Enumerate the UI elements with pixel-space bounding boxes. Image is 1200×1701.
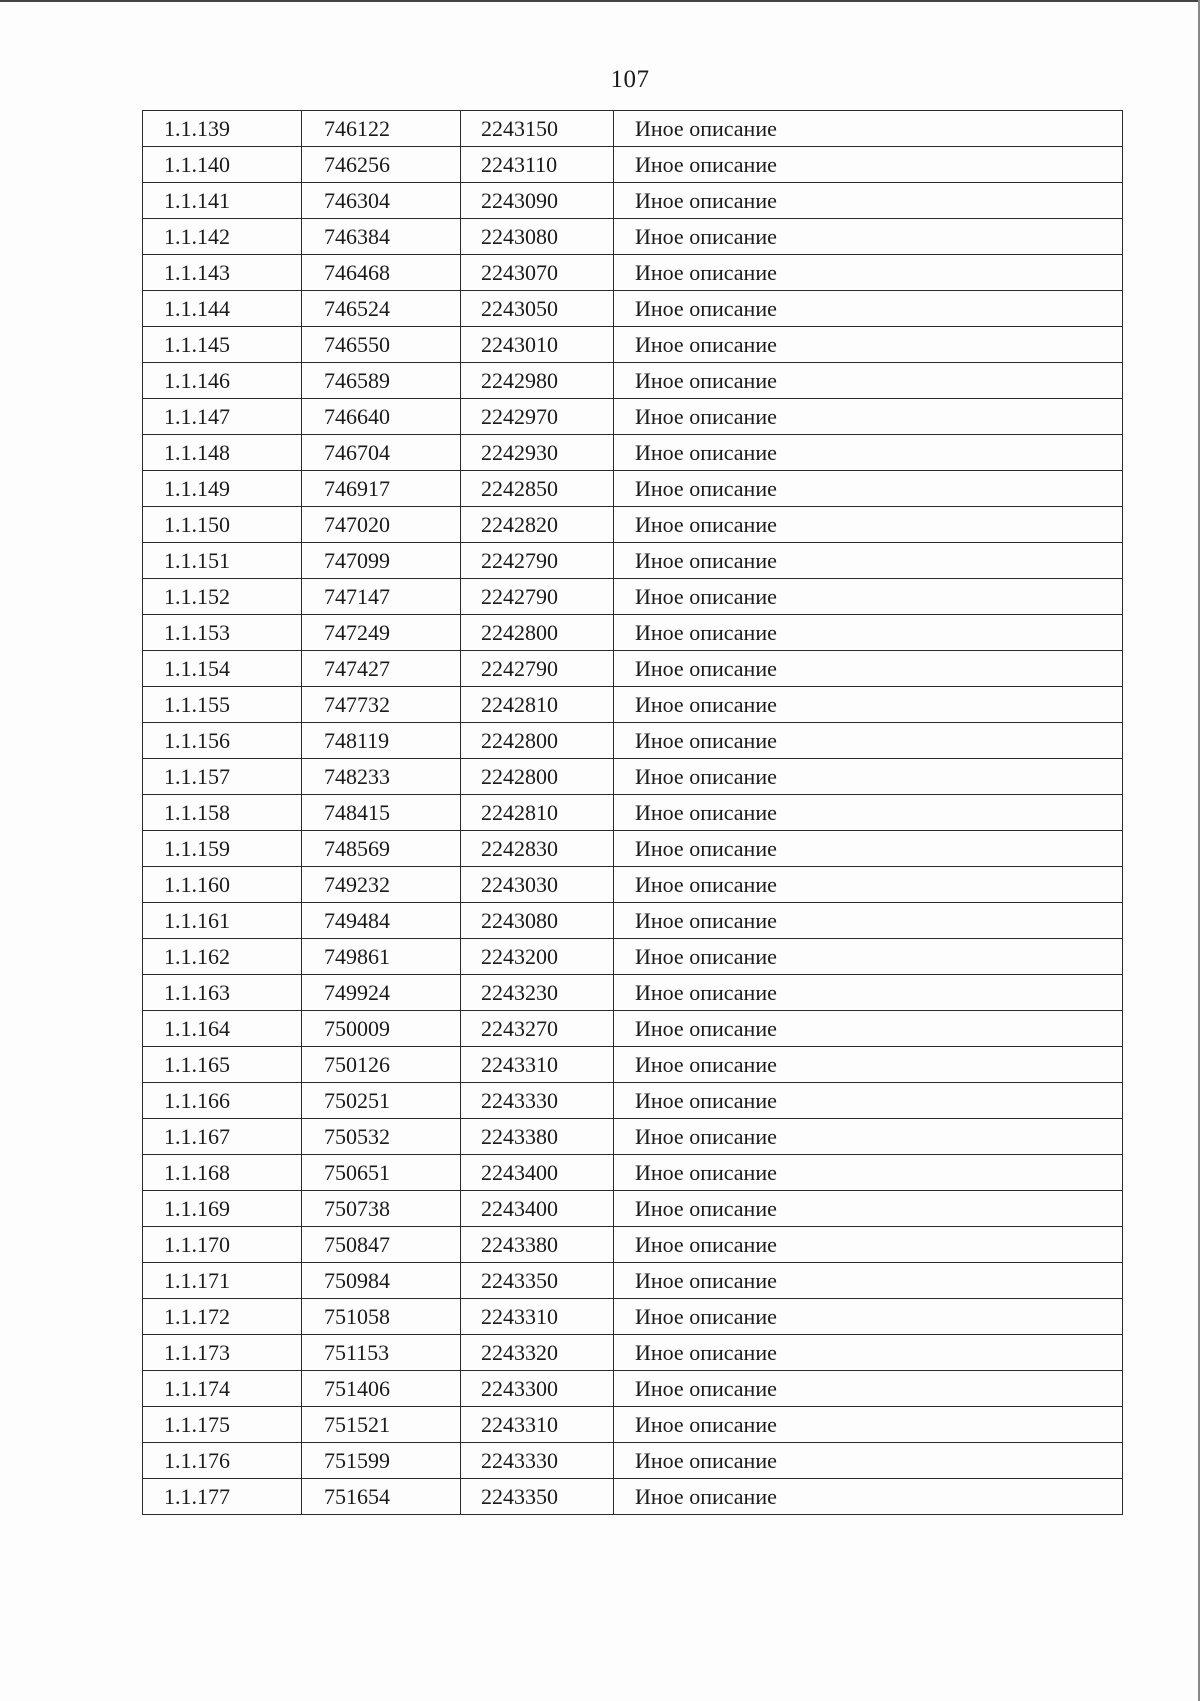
y-coordinate-cell: 2243150 xyxy=(461,111,614,147)
point-number-cell: 1.1.147 xyxy=(143,399,302,435)
description-cell: Иное описание xyxy=(614,1083,1123,1119)
point-number-cell: 1.1.164 xyxy=(143,1011,302,1047)
table-row xyxy=(143,939,1123,975)
x-coordinate-cell: 749924 xyxy=(302,975,461,1011)
description-cell: Иное описание xyxy=(614,1119,1123,1155)
y-coordinate-cell: 2243400 xyxy=(461,1191,614,1227)
point-number-cell: 1.1.159 xyxy=(143,831,302,867)
table-row xyxy=(143,759,1123,795)
table-row xyxy=(143,1119,1123,1155)
x-coordinate-cell: 751654 xyxy=(302,1479,461,1515)
point-number-cell: 1.1.148 xyxy=(143,435,302,471)
point-number-cell: 1.1.139 xyxy=(143,111,302,147)
table-row xyxy=(143,687,1123,723)
point-number-cell: 1.1.157 xyxy=(143,759,302,795)
x-coordinate-cell: 746550 xyxy=(302,327,461,363)
description-cell: Иное описание xyxy=(614,687,1123,723)
point-number-cell: 1.1.151 xyxy=(143,543,302,579)
table-row xyxy=(143,435,1123,471)
description-cell: Иное описание xyxy=(614,291,1123,327)
description-cell: Иное описание xyxy=(614,831,1123,867)
y-coordinate-cell: 2243050 xyxy=(461,291,614,327)
description-cell: Иное описание xyxy=(614,471,1123,507)
y-coordinate-cell: 2242810 xyxy=(461,795,614,831)
description-cell: Иное описание xyxy=(614,1191,1123,1227)
point-number-cell: 1.1.175 xyxy=(143,1407,302,1443)
table-row xyxy=(143,723,1123,759)
description-cell: Иное описание xyxy=(614,111,1123,147)
x-coordinate-cell: 746304 xyxy=(302,183,461,219)
table-row xyxy=(143,1263,1123,1299)
y-coordinate-cell: 2242930 xyxy=(461,435,614,471)
table-row xyxy=(143,255,1123,291)
description-cell: Иное описание xyxy=(614,219,1123,255)
point-number-cell: 1.1.171 xyxy=(143,1263,302,1299)
description-cell: Иное описание xyxy=(614,1155,1123,1191)
x-coordinate-cell: 751058 xyxy=(302,1299,461,1335)
table-row xyxy=(143,111,1123,147)
description-cell: Иное описание xyxy=(614,1407,1123,1443)
point-number-cell: 1.1.160 xyxy=(143,867,302,903)
point-number-cell: 1.1.165 xyxy=(143,1047,302,1083)
y-coordinate-cell: 2243080 xyxy=(461,219,614,255)
x-coordinate-cell: 746640 xyxy=(302,399,461,435)
y-coordinate-cell: 2243310 xyxy=(461,1407,614,1443)
description-cell: Иное описание xyxy=(614,1299,1123,1335)
y-coordinate-cell: 2242830 xyxy=(461,831,614,867)
point-number-cell: 1.1.150 xyxy=(143,507,302,543)
x-coordinate-cell: 746256 xyxy=(302,147,461,183)
page-number: 107 xyxy=(610,66,650,93)
point-number-cell: 1.1.170 xyxy=(143,1227,302,1263)
x-coordinate-cell: 750009 xyxy=(302,1011,461,1047)
x-coordinate-cell: 751406 xyxy=(302,1371,461,1407)
table-row xyxy=(143,327,1123,363)
x-coordinate-cell: 747249 xyxy=(302,615,461,651)
point-number-cell: 1.1.169 xyxy=(143,1191,302,1227)
y-coordinate-cell: 2243400 xyxy=(461,1155,614,1191)
table-row xyxy=(143,1011,1123,1047)
y-coordinate-cell: 2243200 xyxy=(461,939,614,975)
point-number-cell: 1.1.140 xyxy=(143,147,302,183)
table-row xyxy=(143,399,1123,435)
y-coordinate-cell: 2243270 xyxy=(461,1011,614,1047)
y-coordinate-cell: 2242800 xyxy=(461,759,614,795)
table-row xyxy=(143,1083,1123,1119)
y-coordinate-cell: 2242850 xyxy=(461,471,614,507)
table-row xyxy=(143,1227,1123,1263)
x-coordinate-cell: 750651 xyxy=(302,1155,461,1191)
x-coordinate-cell: 748119 xyxy=(302,723,461,759)
scan-edge-top xyxy=(0,0,1200,2)
table-row xyxy=(143,363,1123,399)
x-coordinate-cell: 746122 xyxy=(302,111,461,147)
description-cell: Иное описание xyxy=(614,723,1123,759)
point-number-cell: 1.1.145 xyxy=(143,327,302,363)
point-number-cell: 1.1.146 xyxy=(143,363,302,399)
point-number-cell: 1.1.141 xyxy=(143,183,302,219)
y-coordinate-cell: 2242820 xyxy=(461,507,614,543)
y-coordinate-cell: 2242800 xyxy=(461,723,614,759)
point-number-cell: 1.1.162 xyxy=(143,939,302,975)
point-number-cell: 1.1.158 xyxy=(143,795,302,831)
description-cell: Иное описание xyxy=(614,1443,1123,1479)
x-coordinate-cell: 749484 xyxy=(302,903,461,939)
x-coordinate-cell: 751153 xyxy=(302,1335,461,1371)
point-number-cell: 1.1.174 xyxy=(143,1371,302,1407)
point-number-cell: 1.1.167 xyxy=(143,1119,302,1155)
point-number-cell: 1.1.154 xyxy=(143,651,302,687)
description-cell: Иное описание xyxy=(614,579,1123,615)
table-row xyxy=(143,903,1123,939)
description-cell: Иное описание xyxy=(614,327,1123,363)
x-coordinate-cell: 750126 xyxy=(302,1047,461,1083)
point-number-cell: 1.1.143 xyxy=(143,255,302,291)
y-coordinate-cell: 2243380 xyxy=(461,1227,614,1263)
point-number-cell: 1.1.144 xyxy=(143,291,302,327)
point-number-cell: 1.1.149 xyxy=(143,471,302,507)
description-cell: Иное описание xyxy=(614,507,1123,543)
description-cell: Иное описание xyxy=(614,543,1123,579)
description-cell: Иное описание xyxy=(614,183,1123,219)
table-row xyxy=(143,1191,1123,1227)
point-number-cell: 1.1.173 xyxy=(143,1335,302,1371)
x-coordinate-cell: 750738 xyxy=(302,1191,461,1227)
x-coordinate-cell: 749232 xyxy=(302,867,461,903)
table-row xyxy=(143,147,1123,183)
point-number-cell: 1.1.155 xyxy=(143,687,302,723)
table-row xyxy=(143,975,1123,1011)
y-coordinate-cell: 2243330 xyxy=(461,1443,614,1479)
x-coordinate-cell: 751599 xyxy=(302,1443,461,1479)
x-coordinate-cell: 746384 xyxy=(302,219,461,255)
x-coordinate-cell: 750251 xyxy=(302,1083,461,1119)
x-coordinate-cell: 747732 xyxy=(302,687,461,723)
table-row xyxy=(143,1407,1123,1443)
point-number-cell: 1.1.172 xyxy=(143,1299,302,1335)
y-coordinate-cell: 2243070 xyxy=(461,255,614,291)
description-cell: Иное описание xyxy=(614,399,1123,435)
description-cell: Иное описание xyxy=(614,147,1123,183)
y-coordinate-cell: 2243080 xyxy=(461,903,614,939)
x-coordinate-cell: 747427 xyxy=(302,651,461,687)
description-cell: Иное описание xyxy=(614,939,1123,975)
description-cell: Иное описание xyxy=(614,651,1123,687)
point-number-cell: 1.1.153 xyxy=(143,615,302,651)
point-number-cell: 1.1.142 xyxy=(143,219,302,255)
description-cell: Иное описание xyxy=(614,1011,1123,1047)
table-row xyxy=(143,651,1123,687)
description-cell: Иное описание xyxy=(614,363,1123,399)
x-coordinate-cell: 747099 xyxy=(302,543,461,579)
y-coordinate-cell: 2242790 xyxy=(461,543,614,579)
y-coordinate-cell: 2242790 xyxy=(461,651,614,687)
point-number-cell: 1.1.163 xyxy=(143,975,302,1011)
y-coordinate-cell: 2243330 xyxy=(461,1083,614,1119)
table-row xyxy=(143,1443,1123,1479)
y-coordinate-cell: 2243350 xyxy=(461,1263,614,1299)
table-row xyxy=(143,1479,1123,1515)
description-cell: Иное описание xyxy=(614,1479,1123,1515)
table-row xyxy=(143,219,1123,255)
point-number-cell: 1.1.177 xyxy=(143,1479,302,1515)
y-coordinate-cell: 2242790 xyxy=(461,579,614,615)
y-coordinate-cell: 2242810 xyxy=(461,687,614,723)
description-cell: Иное описание xyxy=(614,795,1123,831)
x-coordinate-cell: 751521 xyxy=(302,1407,461,1443)
description-cell: Иное описание xyxy=(614,435,1123,471)
y-coordinate-cell: 2242970 xyxy=(461,399,614,435)
y-coordinate-cell: 2243310 xyxy=(461,1299,614,1335)
point-number-cell: 1.1.168 xyxy=(143,1155,302,1191)
y-coordinate-cell: 2243350 xyxy=(461,1479,614,1515)
x-coordinate-cell: 747147 xyxy=(302,579,461,615)
description-cell: Иное описание xyxy=(614,1371,1123,1407)
y-coordinate-cell: 2242980 xyxy=(461,363,614,399)
x-coordinate-cell: 746704 xyxy=(302,435,461,471)
table-row xyxy=(143,615,1123,651)
point-number-cell: 1.1.152 xyxy=(143,579,302,615)
x-coordinate-cell: 748233 xyxy=(302,759,461,795)
table-row xyxy=(143,1155,1123,1191)
table-row xyxy=(143,471,1123,507)
y-coordinate-cell: 2243010 xyxy=(461,327,614,363)
y-coordinate-cell: 2243320 xyxy=(461,1335,614,1371)
description-cell: Иное описание xyxy=(614,867,1123,903)
description-cell: Иное описание xyxy=(614,255,1123,291)
table-row xyxy=(143,291,1123,327)
y-coordinate-cell: 2243380 xyxy=(461,1119,614,1155)
x-coordinate-cell: 749861 xyxy=(302,939,461,975)
x-coordinate-cell: 746468 xyxy=(302,255,461,291)
y-coordinate-cell: 2243030 xyxy=(461,867,614,903)
x-coordinate-cell: 748569 xyxy=(302,831,461,867)
point-number-cell: 1.1.161 xyxy=(143,903,302,939)
description-cell: Иное описание xyxy=(614,1335,1123,1371)
x-coordinate-cell: 746589 xyxy=(302,363,461,399)
description-cell: Иное описание xyxy=(614,615,1123,651)
table-row xyxy=(143,867,1123,903)
table-row xyxy=(143,831,1123,867)
point-number-cell: 1.1.166 xyxy=(143,1083,302,1119)
y-coordinate-cell: 2243230 xyxy=(461,975,614,1011)
x-coordinate-cell: 750847 xyxy=(302,1227,461,1263)
table-row xyxy=(143,1047,1123,1083)
table-row xyxy=(143,1299,1123,1335)
y-coordinate-cell: 2242800 xyxy=(461,615,614,651)
table-row xyxy=(143,543,1123,579)
x-coordinate-cell: 747020 xyxy=(302,507,461,543)
coordinates-table-body xyxy=(143,111,1123,1515)
x-coordinate-cell: 748415 xyxy=(302,795,461,831)
table-row xyxy=(143,1371,1123,1407)
description-cell: Иное описание xyxy=(614,759,1123,795)
x-coordinate-cell: 750984 xyxy=(302,1263,461,1299)
description-cell: Иное описание xyxy=(614,1263,1123,1299)
x-coordinate-cell: 746524 xyxy=(302,291,461,327)
y-coordinate-cell: 2243300 xyxy=(461,1371,614,1407)
description-cell: Иное описание xyxy=(614,903,1123,939)
y-coordinate-cell: 2243310 xyxy=(461,1047,614,1083)
coordinates-table xyxy=(142,110,1123,1515)
description-cell: Иное описание xyxy=(614,975,1123,1011)
point-number-cell: 1.1.176 xyxy=(143,1443,302,1479)
y-coordinate-cell: 2243110 xyxy=(461,147,614,183)
point-number-cell: 1.1.156 xyxy=(143,723,302,759)
x-coordinate-cell: 746917 xyxy=(302,471,461,507)
table-row xyxy=(143,1335,1123,1371)
table-row xyxy=(143,579,1123,615)
y-coordinate-cell: 2243090 xyxy=(461,183,614,219)
description-cell: Иное описание xyxy=(614,1047,1123,1083)
table-row xyxy=(143,507,1123,543)
x-coordinate-cell: 750532 xyxy=(302,1119,461,1155)
description-cell: Иное описание xyxy=(614,1227,1123,1263)
table-row xyxy=(143,183,1123,219)
table-row xyxy=(143,795,1123,831)
